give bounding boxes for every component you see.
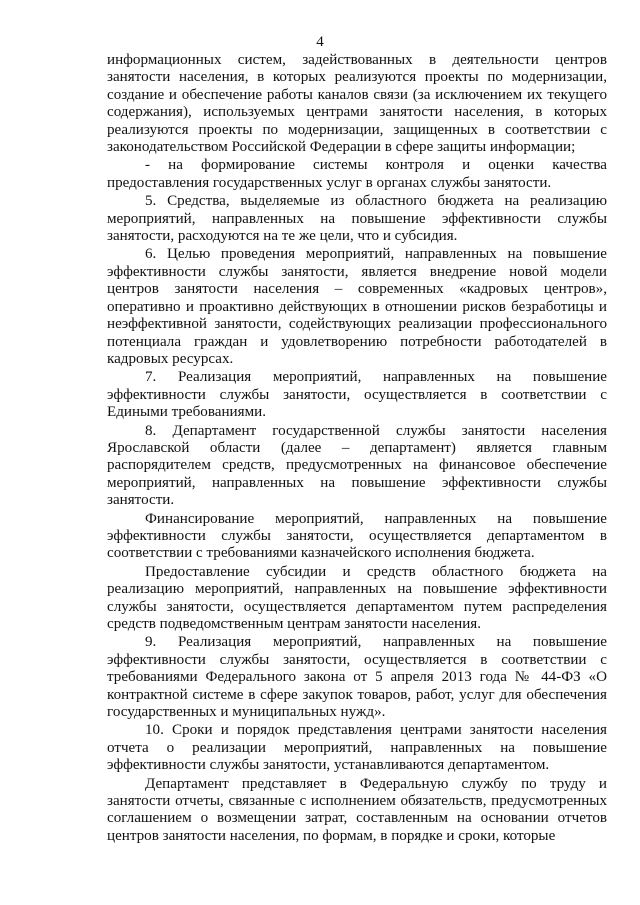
paragraph-5: 5. Средства, выделяемые из областного бюджета на реализацию мероприятий, направленных на повышение эффективности службы занятости, расходуются на те же цели, что и субсидия.: [107, 193, 607, 245]
paragraph-10: 10. Сроки и порядок представления центрами занятости населения отчета о реализации мероприятий, направленных на повышение эффективности службы занятости, устанавливаются департаментом.: [107, 722, 607, 774]
paragraph-7: 7. Реализация мероприятий, направленных на повышение эффективности службы занятости, осуществляется в соответствии с Едиными требованиями.: [107, 369, 607, 421]
paragraph-subsidy: Предоставление субсидии и средств областного бюджета на реализацию мероприятий, направленных на повышение эффективности службы занятости, осуществляется департаментом путем распределения средств подведомственным центрам занятости населения.: [107, 563, 607, 632]
paragraph-continued: информационных систем, задействованных в деятельности центров занятости населения, в которых реализуются проекты по модернизации, создание и обеспечение работы каналов связи (за исключением их текущего содержания), используемых центрами занятости населения, в которых реализуются проекты по модернизации, защищенных в соответствии с законодательством Российской Федерации в сфере защиты информации;: [107, 52, 607, 156]
paragraph-list-item: - на формирование системы контроля и оценки качества предоставления государственных услуг в органах службы занятости.: [107, 157, 607, 191]
paragraph-financing: Финансирование мероприятий, направленных на повышение эффективности службы занятости, осуществляется департаментом в соответствии с требованиями казначейского исполнения бюджета.: [107, 510, 607, 562]
paragraph-8: 8. Департамент государственной службы занятости населения Ярославской области (далее – департамент) является главным распорядителем средств, предусмотренных на финансовое обеспечение мероприятий, направленных на повышение эффективности службы занятости.: [107, 422, 607, 509]
paragraph-reporting: Департамент представляет в Федеральную службу по труду и занятости отчеты, связанные с исполнением обязательств, предусмотренных соглашением о возмещении затрат, составленным на основании отчетов центров занятости населения, по формам, в порядке и сроки, которые: [107, 775, 607, 844]
paragraph-9: 9. Реализация мероприятий, направленных на повышение эффективности службы занятости, осуществляется в соответствии с требованиями Федерального закона от 5 апреля 2013 года № 44-ФЗ «О контрактной системе в сфере закупок товаров, работ, услуг для обеспечения государственных и муниципальных нужд».: [107, 634, 607, 721]
document-body: [107, 52, 607, 846]
page-number: 4: [316, 34, 324, 50]
paragraph-6: 6. Целью проведения мероприятий, направленных на повышение эффективности службы занятости, является внедрение новой модели центров занятости населения – современных «кадровых центров», оперативно и проактивно действующих в отношении рисков безработицы и неэффективной занятости, содействующих реализации профессионального потенциала граждан и удовлетворению потребности работодателей в кадровых ресурсах.: [107, 246, 607, 367]
